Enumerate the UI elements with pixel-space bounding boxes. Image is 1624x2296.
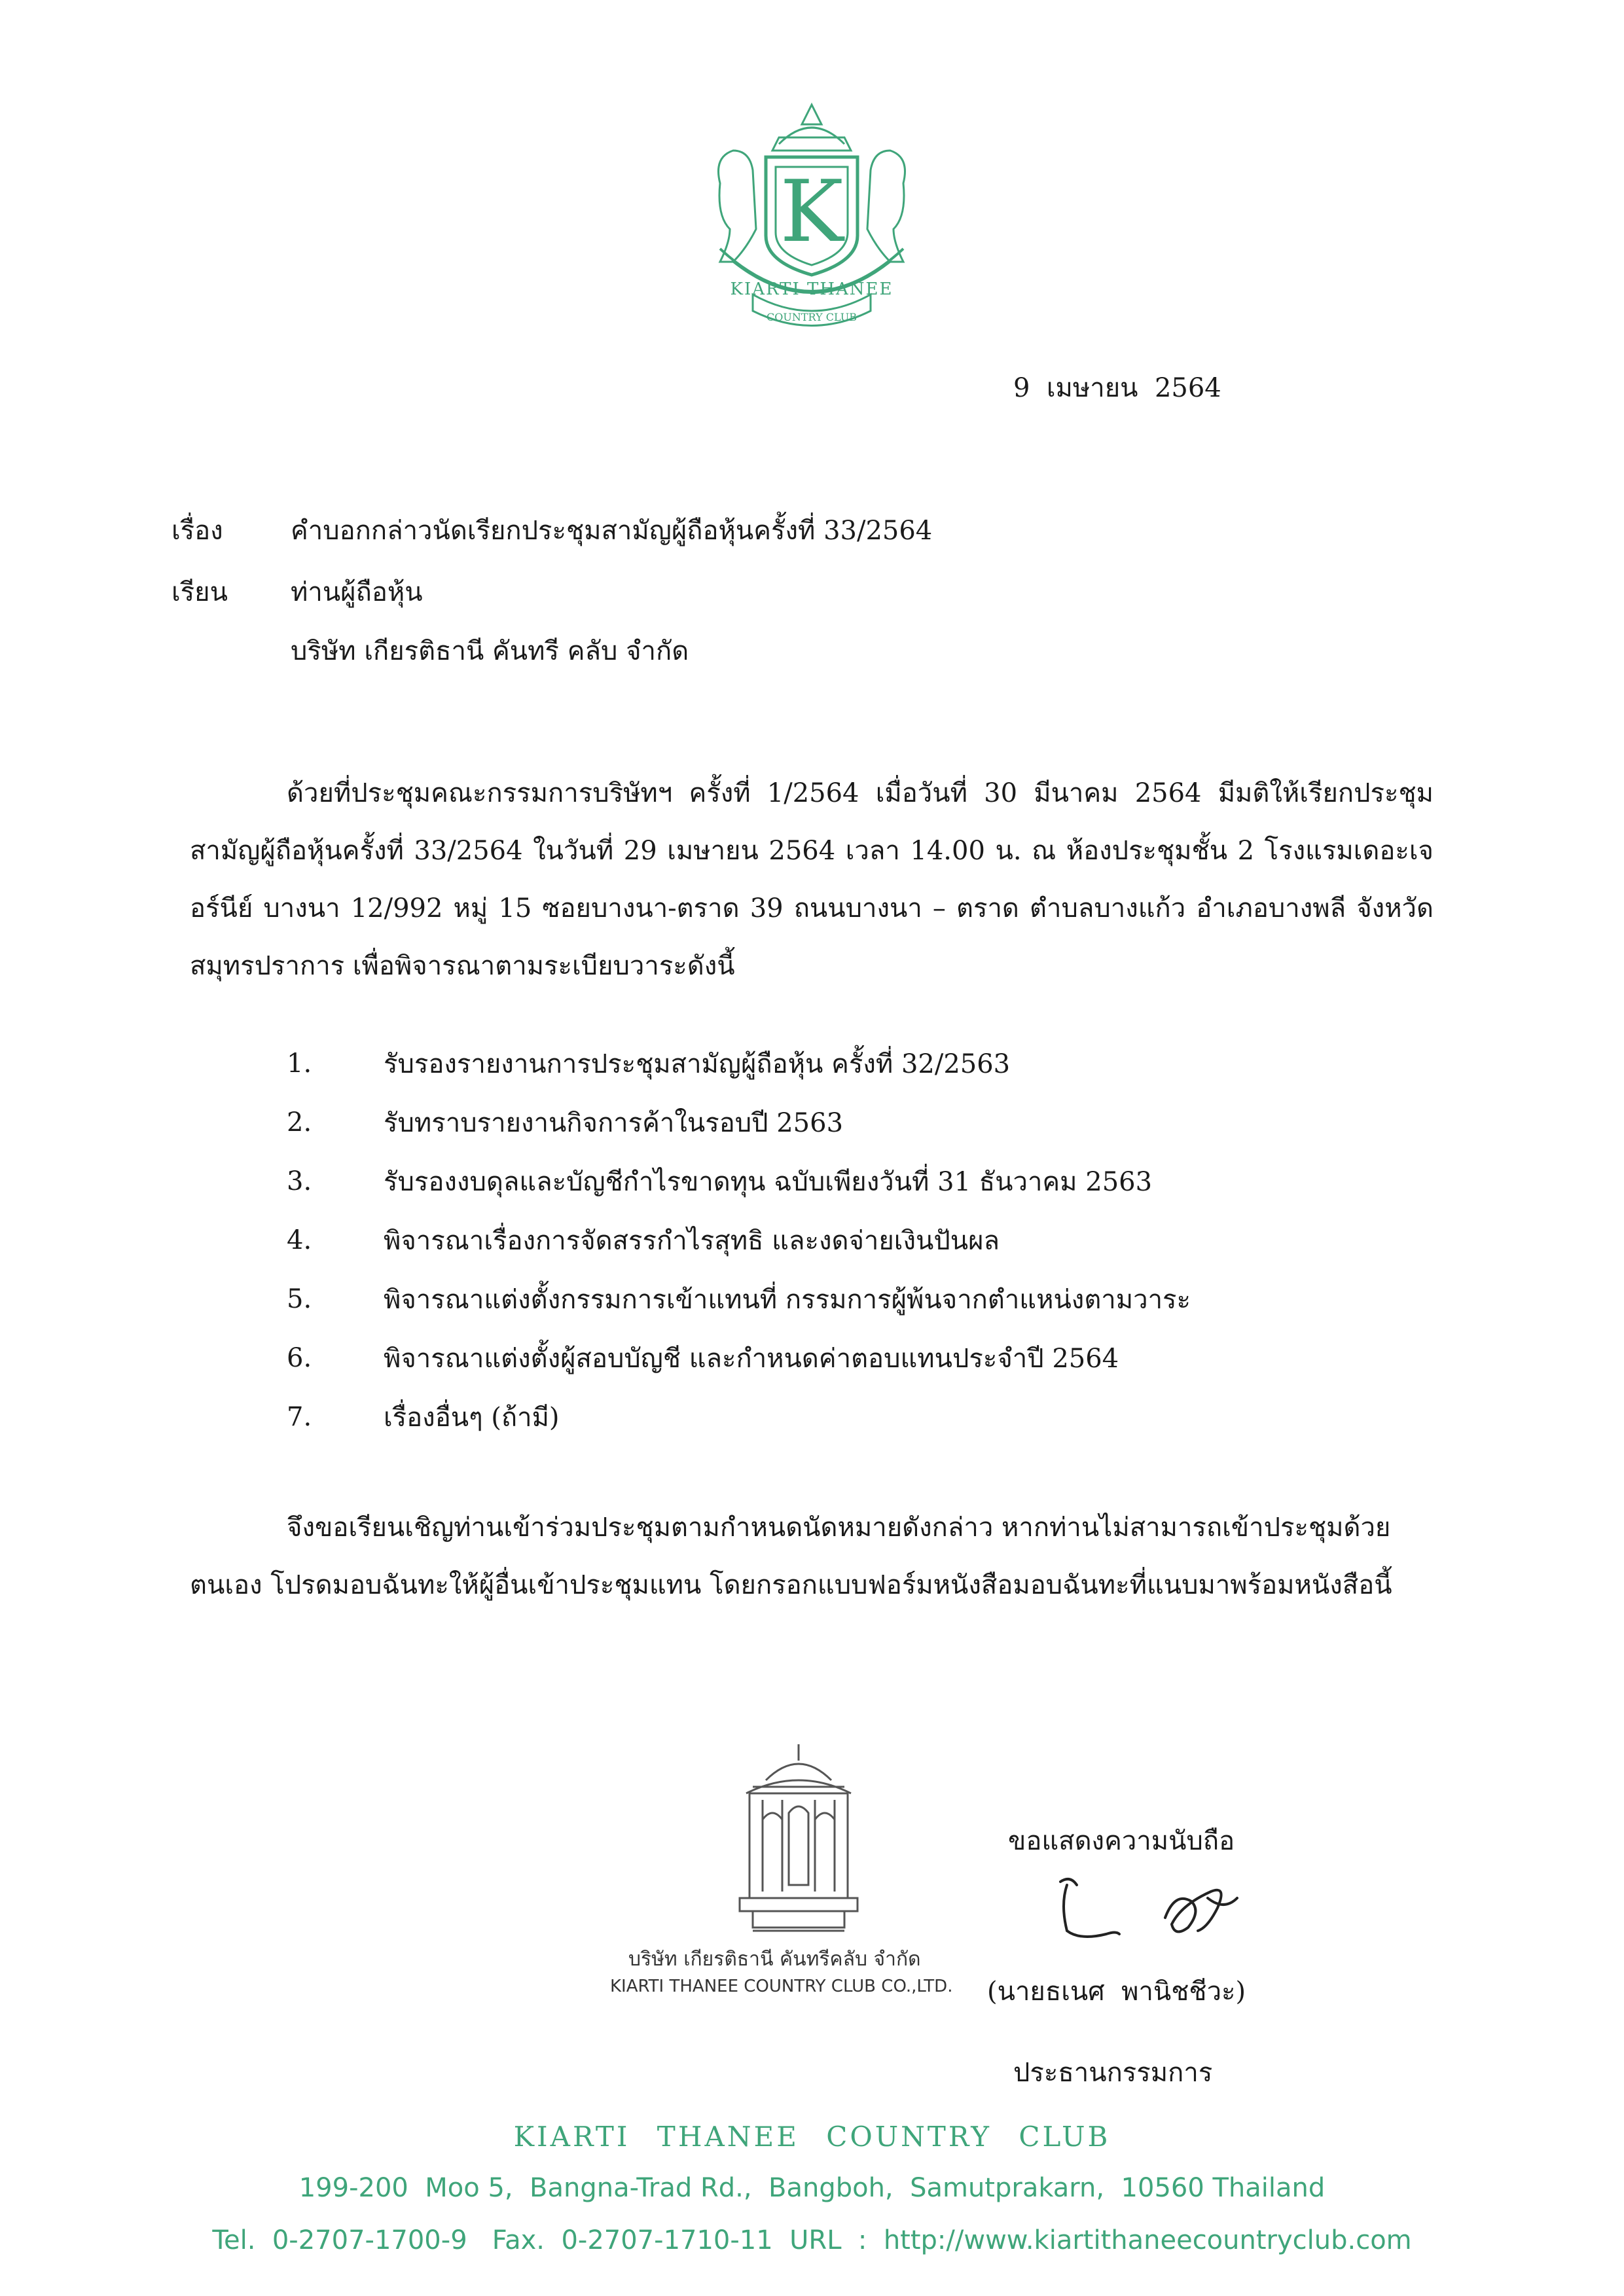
closing-paragraph: จึงขอเรียนเชิญท่านเข้าร่วมประชุมตามกำหนดนัดหมายดังกล่าว หากท่านไม่สามารถเข้าประชุมด้วยตนเอง โปรดมอบฉันทะให้ผู้อื่นเข้าประชุมแทน โดยกรอกแบบฟอร์มหนังสือมอบฉันทะที่แนบมาพร้อมหนังสือนี้ [190,1513,1392,1600]
agenda-text: รับรองรายงานการประชุมสามัญผู้ถือหุ้น ครั้งที่ 32/2563 [384,1049,1011,1079]
handwritten-signature [1041,1872,1250,1950]
company-stamp [727,1741,871,1937]
agenda-number: 1. [287,1049,312,1079]
addressee-line2: บริษัท เกียรติธานี คันทรี คลับ จำกัด [291,636,689,666]
addressee-line1: ท่านผู้ถือหุ้น [291,577,423,607]
agenda-item [287,1388,1191,1446]
logo-ring-text: KIARTI THANEE [730,279,893,299]
logo-ribbon-text: COUNTRY CLUB [767,311,857,323]
agenda-item [287,1329,1191,1388]
letter-date: 9 เมษายน 2564 [1013,373,1221,403]
agenda-number: 4. [287,1225,312,1255]
stamp-company-english: KIARTI THANEE COUNTRY CLUB CO.,LTD. [610,1977,953,1996]
agenda-item [287,1034,1191,1093]
agenda-number: 6. [287,1343,312,1373]
subject-label: เรื่อง [171,516,223,546]
agenda-number: 7. [287,1402,312,1432]
subject-text: คำบอกกล่าวนัดเรียกประชุมสามัญผู้ถือหุ้นครั้งที่ 33/2564 [291,516,933,546]
agenda-item [287,1270,1191,1329]
agenda-text: รับรองงบดุลและบัญชีกำไรขาดทุน ฉบับเพียงวันที่ 31 ธันวาคม 2563 [384,1167,1153,1197]
agenda-list [287,1034,1191,1446]
agenda-number: 2. [287,1107,312,1138]
signatory-name: (นายธเนศ พานิชชีวะ) [987,1977,1246,2007]
agenda-number: 3. [287,1166,312,1196]
body-paragraph: ด้วยที่ประชุมคณะกรรมการบริษัทฯ ครั้งที่ 1/2564 เมื่อวันที่ 30 มีนาคม 2564 มีมติให้เรียกประชุมสามัญผู้ถือหุ้นครั้งที่ 33/2564 ในวันที่ 29 เมษายน 2564 เวลา 14.00 น. ณ ห้องประชุมชั้น 2 โรงแรมเดอะเจอร์นีย์ บางนา 12/992 หมู่ 15 ซอยบางนา-ตราด 39 ถนนบางนา – ตราด ตำบลบางแก้ว อำเภอบางพลี จังหวัดสมุทรปราการ เพื่อพิจารณาตามระเบียบวาระดังนี้ [190,778,1434,981]
agenda-number: 5. [287,1284,312,1314]
signatory-title: ประธานกรรมการ [1013,2058,1213,2088]
stamp-company-thai: บริษัท เกียรติธานี คันทรีคลับ จำกัด [628,1948,921,1971]
agenda-text: เรื่องอื่นๆ (ถ้ามี) [384,1403,560,1433]
agenda-text: พิจารณาเรื่องการจัดสรรกำไรสุทธิ และงดจ่ายเงินปันผล [384,1226,1000,1256]
footer-club-name: KIARTI THANEE COUNTRY CLUB [513,2121,1111,2153]
agenda-text: พิจารณาแต่งตั้งกรรมการเข้าแทนที่ กรรมการผู้พ้นจากตำแหน่งตามวาระ [384,1285,1191,1315]
addressee-label: เรียน [171,577,228,607]
footer-contact: Tel. 0-2707-1700-9 Fax. 0-2707-1710-11 URL : http://www.kiartithaneecountryclub.com [212,2225,1412,2255]
club-logo [694,98,929,340]
signature-regards: ขอแสดงความนับถือ [1008,1826,1235,1856]
footer-address: 199-200 Moo 5, Bangna-Trad Rd., Bangboh, Samutprakarn, 10560 Thailand [298,2173,1326,2203]
agenda-item [287,1093,1191,1152]
logo-letter: K [780,162,844,261]
agenda-item [287,1211,1191,1270]
agenda-text: รับทราบรายงานกิจการค้าในรอบปี 2563 [384,1108,844,1138]
agenda-text: พิจารณาแต่งตั้งผู้สอบบัญชี และกำหนดค่าตอบแทนประจำปี 2564 [384,1344,1119,1374]
agenda-item [287,1152,1191,1211]
